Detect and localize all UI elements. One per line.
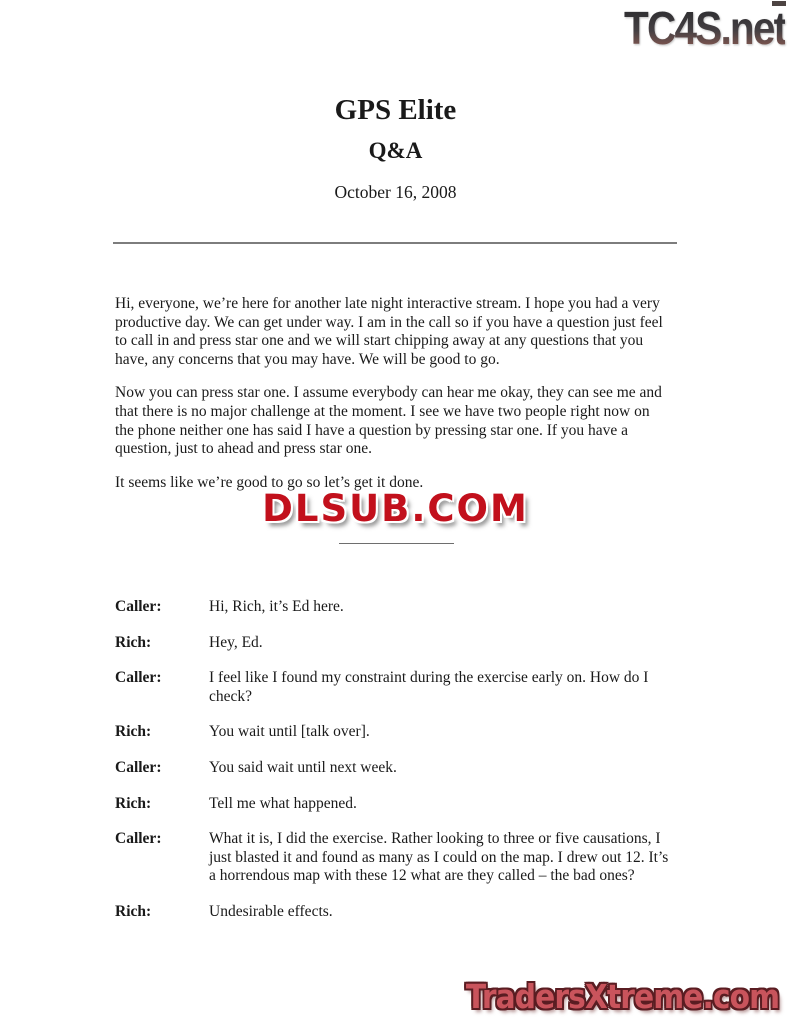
speaker-label: Rich: [115, 723, 152, 741]
tradersxtreme-site-logo: TradersXtreme.com [465, 977, 779, 1016]
paragraph: Now you can press star one. I assume everybody can hear me okay, they can see me and that there is no major challenge at the moment. I see we have two people right now on the phone neither one has said I have a question by pressing star one. If you have a question, just to ahead and press star one. [115, 384, 662, 458]
transcript-row [115, 723, 677, 742]
speaker-label: Rich: [115, 794, 152, 812]
body-paragraphs [115, 295, 672, 507]
page-subtitle: Q&A [368, 138, 423, 163]
speaker-text: I feel like I found my constraint during the exercise early on. How do I check? [209, 669, 649, 705]
transcript-row [115, 795, 677, 814]
section-divider [339, 543, 454, 544]
horizontal-rule [113, 242, 677, 244]
speaker-text: What it is, I did the exercise. Rather looking to three or five causations, I just blasted it and found as many as I could on the map. I drew out 12. It’s a horrendous map with these 12 what are they called – the bad ones? [209, 830, 669, 885]
speaker-label: Rich: [115, 633, 152, 651]
speaker-text: Hey, Ed. [209, 633, 263, 651]
dlsub-watermark-logo: DLSUB.COM [262, 487, 529, 530]
document-date: October 16, 2008 [334, 182, 457, 202]
speaker-text: You said wait until next week. [209, 758, 397, 776]
transcript-row [115, 634, 677, 653]
speaker-label: Caller: [115, 830, 162, 848]
speaker-label: Caller: [115, 758, 162, 776]
transcript [115, 598, 677, 939]
speaker-text: Tell me what happened. [209, 794, 357, 812]
speaker-text: Hi, Rich, it’s Ed here. [209, 598, 344, 615]
transcript-row [115, 759, 677, 778]
transcript-row [115, 830, 677, 886]
transcript-row [115, 669, 677, 706]
title-block [0, 92, 791, 204]
page-title: GPS Elite [334, 94, 457, 126]
paragraph: Hi, everyone, we’re here for another late night interactive stream. I hope you had a very productive day. We can get under way. I am in the call so if you have a question just feel to call in and press star one and we will start chipping away at any questions that you have, any concerns that you may have. We will be good to go. [115, 295, 663, 368]
transcript-row [115, 903, 677, 922]
speaker-text: You wait until [talk over]. [209, 723, 370, 741]
speaker-label: Rich: [115, 902, 152, 920]
transcript-row [115, 598, 677, 617]
speaker-text: Undesirable effects. [209, 902, 333, 920]
speaker-label: Caller: [115, 669, 162, 687]
speaker-label: Caller: [115, 598, 162, 615]
paragraph: It seems like we’re good to go so let’s get it done. [115, 473, 424, 491]
tc4s-site-logo: TC4S.net [623, 2, 785, 54]
watermark-wrap [0, 488, 791, 530]
